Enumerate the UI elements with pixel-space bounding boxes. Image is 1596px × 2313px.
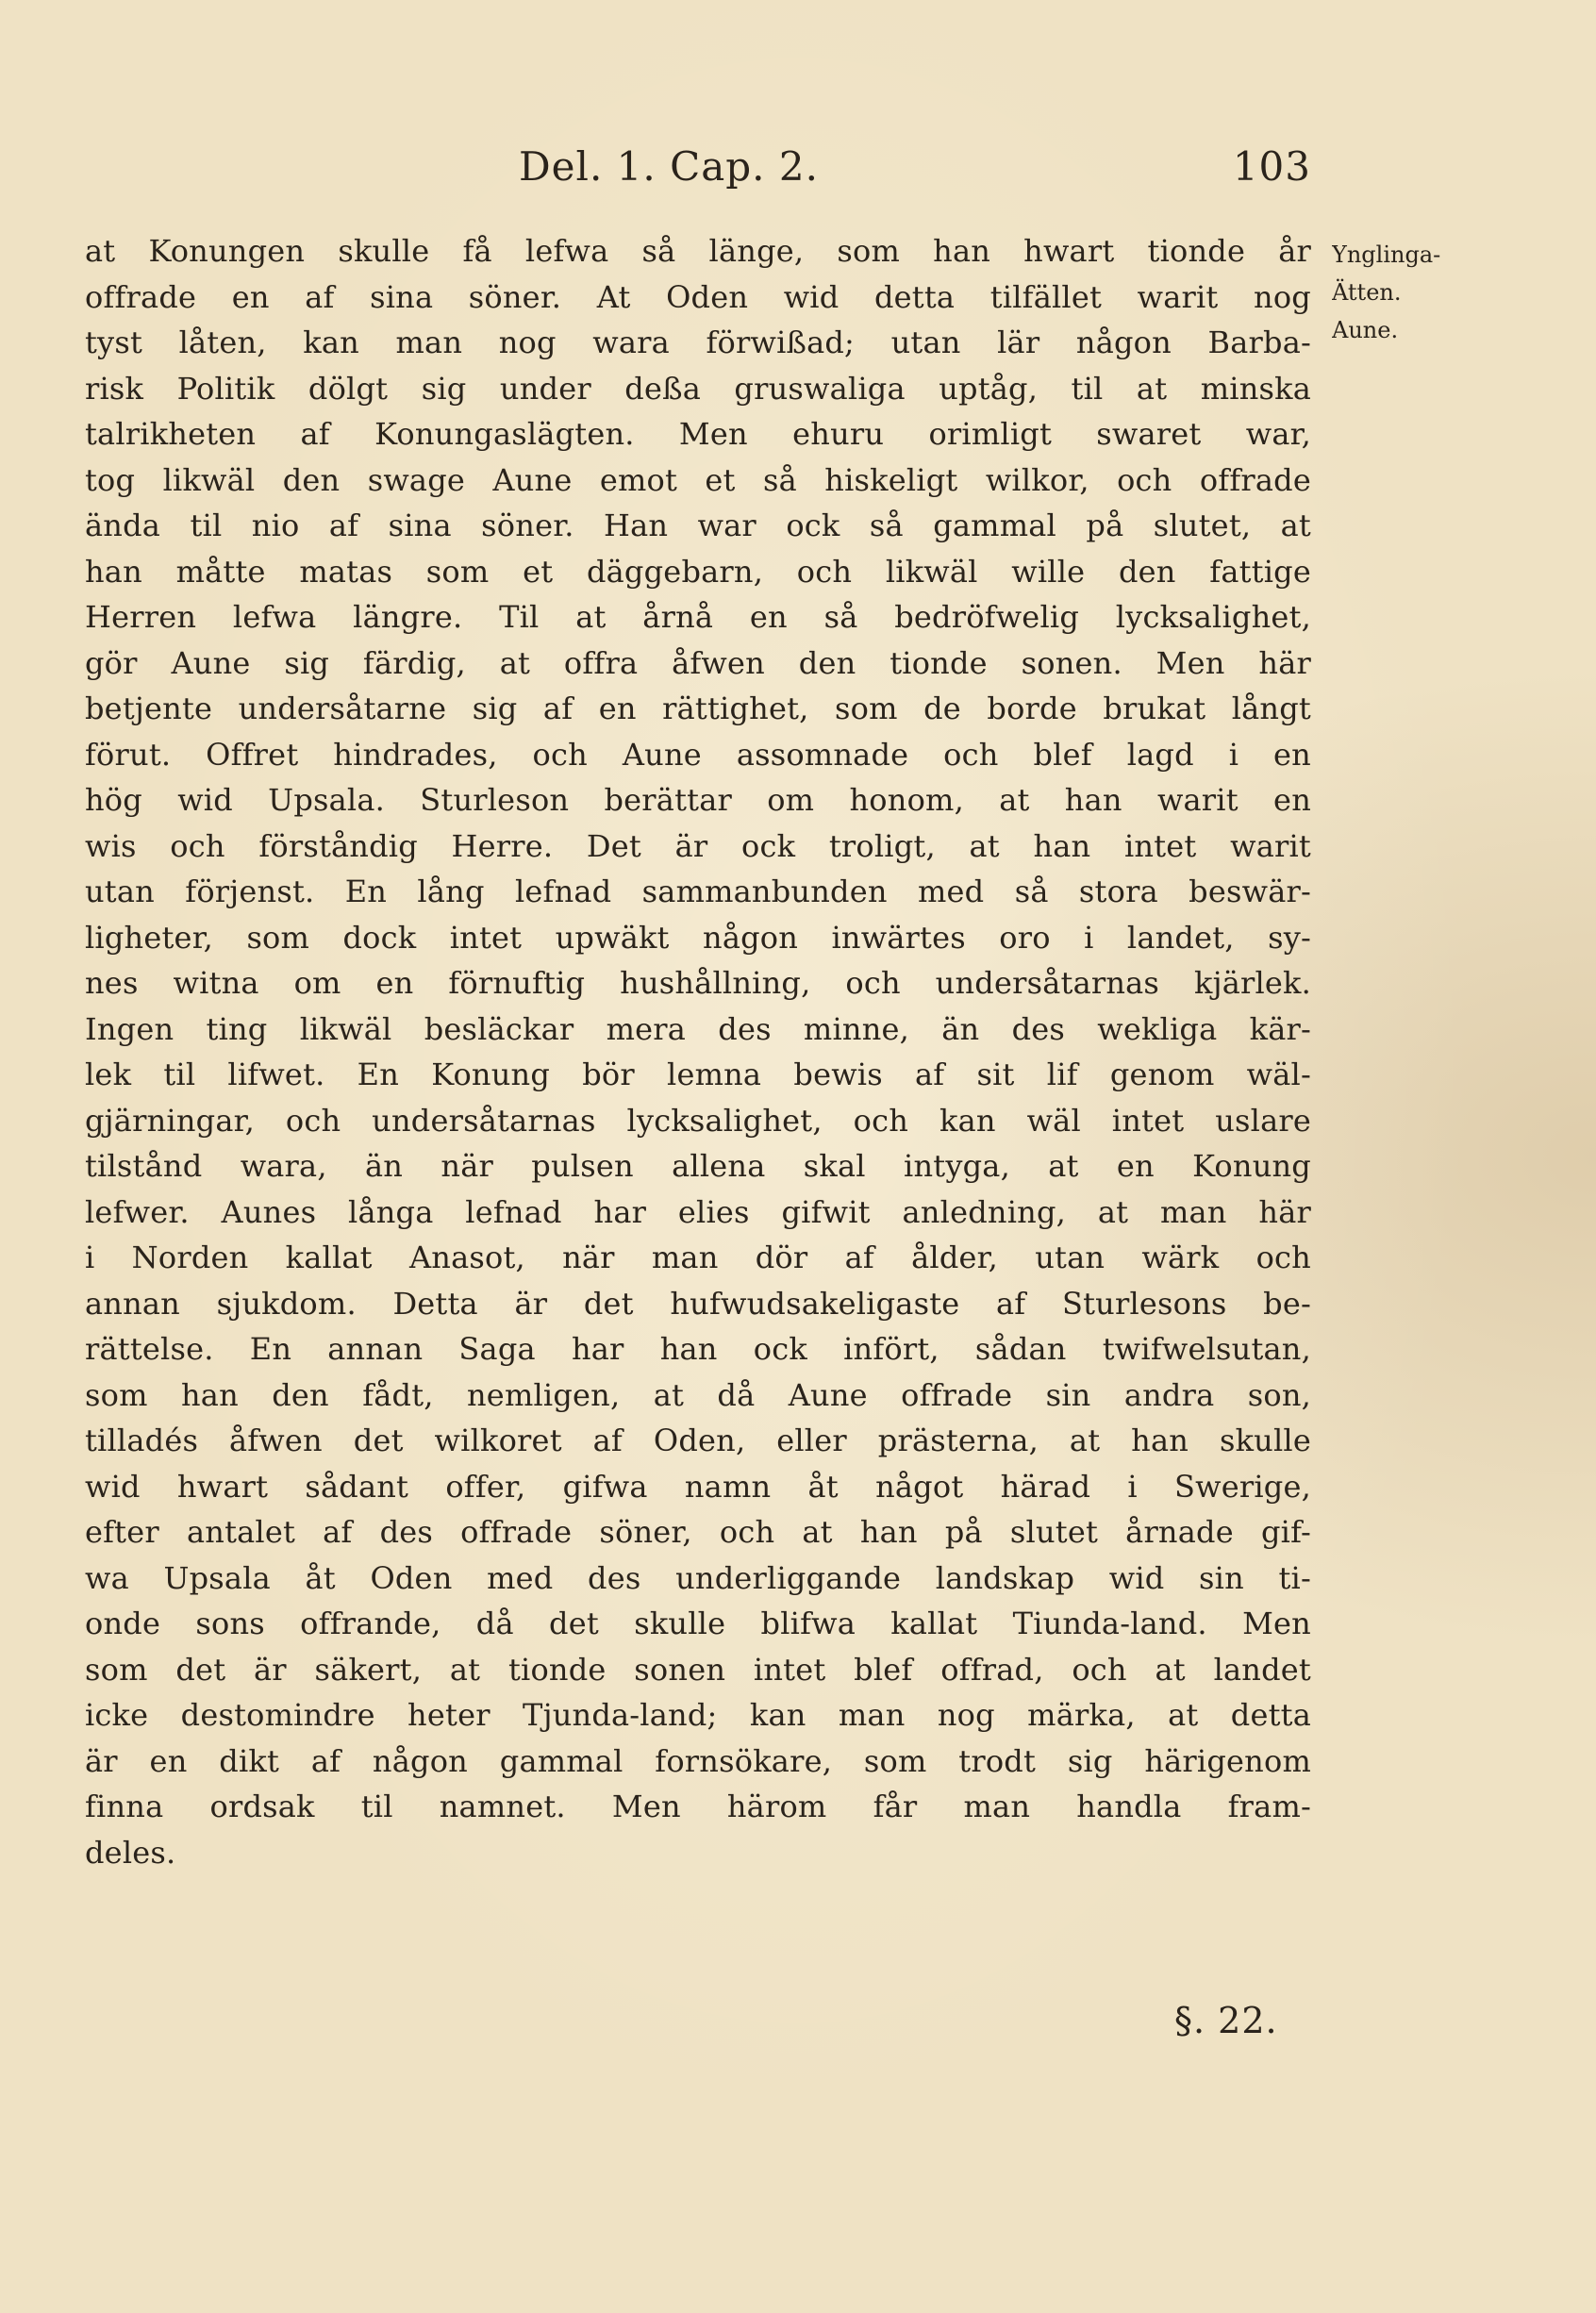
text-line: tilstånd wara, än när pulsen allena skal intyga, at en Konung bbox=[85, 1148, 1311, 1184]
page-number: 103 bbox=[1232, 143, 1311, 190]
text-line: ända til nio af sina söner. Han war ock så gammal på slutet, at bbox=[85, 508, 1311, 543]
text-line: Herren lefwa längre. Til at årnå en så bedröfwelig lycksalighet, bbox=[85, 599, 1311, 635]
text-line: tyst låten, kan man nog wara förwißad; utan lär någon Barba- bbox=[85, 324, 1311, 360]
text-line: offrade en af sina söner. At Oden wid detta tilfället warit nog bbox=[85, 278, 1311, 315]
text-line: at Konungen skulle få lefwa så länge, som han hwart tionde år bbox=[85, 233, 1311, 269]
text-line: som han den fådt, nemligen, at då Aune offrade sin andra son, bbox=[85, 1376, 1311, 1413]
page-header bbox=[85, 132, 1311, 198]
text-line: nes witna om en förnuftig hushållning, och undersåtarnas kjärlek. bbox=[85, 965, 1311, 1001]
text-line: i Norden kallat Anasot, när man dör af ålder, utan wärk och bbox=[85, 1240, 1311, 1275]
text-line: utan förjenst. En lång lefnad sammanbunden med så stora beswär- bbox=[85, 874, 1311, 909]
running-head: Del. 1. Cap. 2. bbox=[519, 143, 819, 190]
text-line: talrikheten af Konungaslägten. Men ehuru orimligt swaret war, bbox=[85, 416, 1311, 452]
text-line: deles. bbox=[85, 1834, 176, 1871]
text-line: förut. Offret hindrades, och Aune assomnade och blef lagd i en bbox=[85, 736, 1311, 773]
text-line: annan sjukdom. Detta är det hufwudsakeligaste af Sturlesons be- bbox=[85, 1285, 1311, 1322]
text-line: tilladés åfwen det wilkoret af Oden, eller prästerna, at han skulle bbox=[85, 1423, 1311, 1458]
margin-note-line: Ätten. bbox=[1332, 279, 1402, 306]
text-line: efter antalet af des offrade söner, och at han på slutet årnade gif- bbox=[85, 1514, 1311, 1550]
text-line: hög wid Upsala. Sturleson berättar om honom, at han warit en bbox=[85, 782, 1311, 818]
margin-note-line: Ynglinga- bbox=[1332, 241, 1441, 268]
text-line: gör Aune sig färdig, at offra åfwen den tionde sonen. Men här bbox=[85, 644, 1311, 681]
text-line: Ingen ting likwäl besläckar mera des minne, än des wekliga kär- bbox=[85, 1010, 1311, 1047]
text-line: rättelse. En annan Saga har han ock infört, sådan twifwelsutan, bbox=[85, 1331, 1311, 1367]
text-line: är en dikt af någon gammal fornsökare, som trodt sig härigenom bbox=[85, 1742, 1311, 1779]
text-line: gjärningar, och undersåtarnas lycksalighet, och kan wäl intet uslare bbox=[85, 1102, 1311, 1139]
text-line: som det är säkert, at tionde sonen intet blef offrad, och at landet bbox=[85, 1651, 1311, 1688]
text-line: onde sons offrande, då det skulle blifwa kallat Tiunda-land. Men bbox=[85, 1606, 1311, 1641]
text-line: lefwer. Aunes långa lefnad har elies gifwit anledning, at man här bbox=[85, 1193, 1311, 1230]
catchword: §. 22. bbox=[1174, 2000, 1278, 2041]
text-line: wis och förståndig Herre. Det är ock troligt, at han intet warit bbox=[85, 827, 1311, 864]
text-line: lek til lifwet. En Konung bör lemna bewis af sit lif genom wäl- bbox=[85, 1057, 1311, 1092]
margin-note-line: Aune. bbox=[1332, 317, 1399, 343]
text-line: betjente undersåtarne sig af en rättighet, som de borde brukat långt bbox=[85, 691, 1311, 726]
text-line: wa Upsala åt Oden med des underliggande landskap wid sin ti- bbox=[85, 1559, 1311, 1596]
text-line: icke destomindre heter Tjunda-land; kan man nog märka, at detta bbox=[85, 1697, 1311, 1733]
body-text bbox=[85, 228, 1311, 1875]
text-line: ligheter, som dock intet upwäkt någon inwärtes oro i landet, sy- bbox=[85, 919, 1311, 956]
margin-note bbox=[1332, 236, 1473, 349]
text-line: tog likwäl den swage Aune emot et så hiskeligt wilkor, och offrade bbox=[85, 461, 1311, 498]
text-line: finna ordsak til namnet. Men härom får man handla fram- bbox=[85, 1789, 1311, 1824]
text-line: risk Politik dölgt sig under deßa gruswaliga uptåg, til at minska bbox=[85, 370, 1311, 407]
text-line: wid hwart sådant offer, gifwa namn åt något härad i Swerige, bbox=[85, 1468, 1311, 1505]
text-line: han måtte matas som et däggebarn, och likwäl wille den fattige bbox=[85, 553, 1311, 590]
